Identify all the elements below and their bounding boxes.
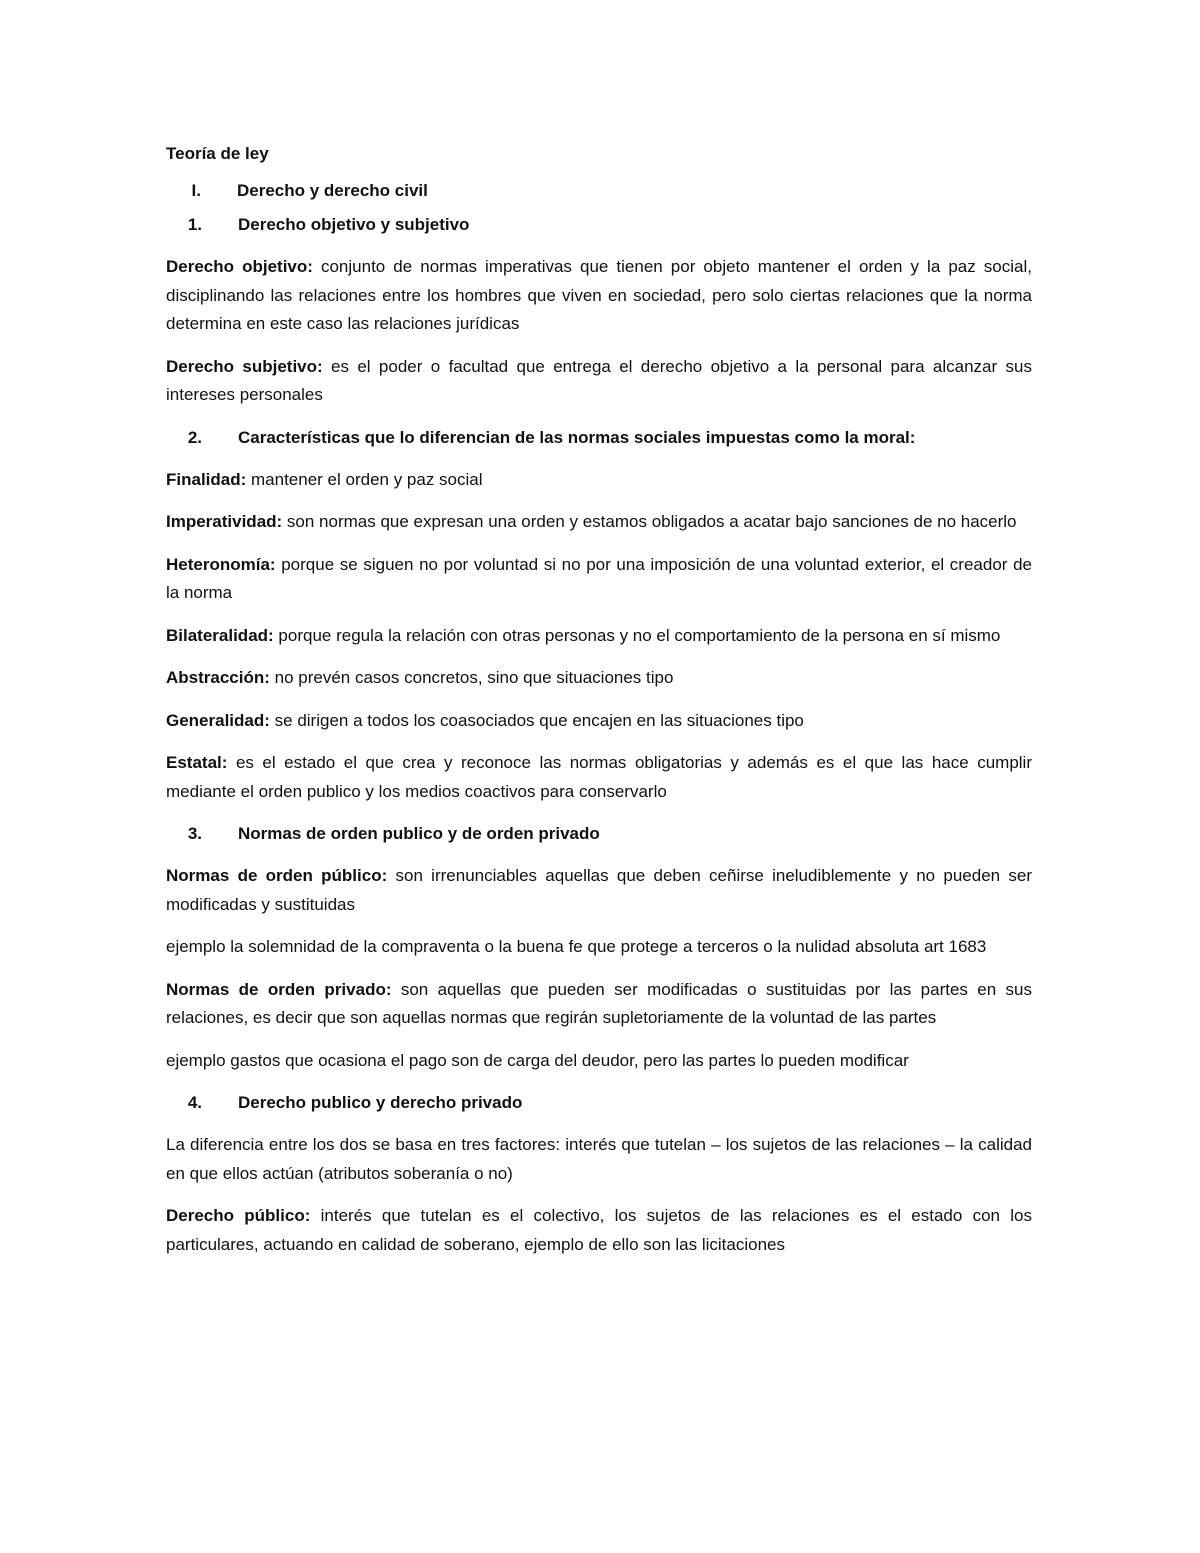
definition: interés que tutelan es el colectivo, los sujetos de las relaciones es el estado con los particulares, actuando en calidad de soberano, ejemplo de ello son las licitaciones [166, 1206, 1032, 1254]
definition: son irrenunciables aquellas que deben ceñirse ineludiblemente y no pueden ser modificadas y sustituidas [166, 866, 1032, 914]
paragraph-diferencia: La diferencia entre los dos se basa en tres factores: interés que tutelan – los sujetos de las relaciones – la calidad en que ellos actúan (atributos soberanía o no) [166, 1135, 1032, 1183]
definition: porque se siguen no por voluntad si no por una imposición de una voluntad exterior, el creador de la norma [166, 554, 1032, 602]
heading-section-1 [166, 177, 1032, 205]
heading-number: 1. [187, 215, 202, 234]
heading-text: Características que lo diferencian de las normas sociales impuestas como la moral: [238, 427, 916, 447]
heading-1 [166, 211, 1032, 239]
paragraph-derecho-publico [166, 1202, 1032, 1259]
paragraph-derecho-subjetivo [166, 353, 1032, 410]
definition: se dirigen a todos los coasociados que encajen en las situaciones tipo [269, 710, 804, 730]
paragraph-abstraccion [166, 664, 1032, 693]
heading-text: Derecho publico y derecho privado [238, 1093, 523, 1112]
document-title: Teoría de ley [166, 144, 269, 163]
term: Normas de orden público: [166, 866, 388, 885]
paragraph-orden-publico [166, 862, 1032, 919]
definition: es el estado el que crea y reconoce las normas obligatorias y además es el que las hace cumplir mediante el orden publico y los medios coactivos para conservarlo [166, 753, 1032, 801]
term: Normas de orden privado: [166, 979, 392, 999]
term: Derecho objetivo: [166, 257, 313, 276]
heading-text: Derecho objetivo y subjetivo [238, 215, 470, 234]
paragraph-ejemplo-orden-privado: ejemplo gastos que ocasiona el pago son de carga del deudor, pero las partes lo pueden modificar [166, 1050, 909, 1070]
definition: porque regula la relación con otras personas y no el comportamiento de la persona en sí mismo [273, 625, 1001, 645]
term: Finalidad: [166, 469, 247, 489]
heading-number: 3. [187, 824, 202, 843]
heading-number: 4. [187, 1093, 202, 1112]
heading-number: 2. [187, 427, 202, 447]
definition: son aquellas que pueden ser modificadas o sustituidas por las partes en sus relaciones, es decir que son aquellas normas que regirán supletoriamente de la voluntad de las partes [166, 979, 1032, 1027]
paragraph-derecho-objetivo [166, 253, 1032, 339]
term: Derecho público: [166, 1206, 311, 1225]
heading-3 [166, 820, 1032, 848]
paragraph-finalidad [166, 466, 1032, 495]
term: Bilateralidad: [166, 625, 274, 645]
heading-text: Derecho y derecho civil [237, 181, 428, 200]
paragraph-bilateralidad [166, 622, 1032, 651]
term: Heteronomía: [166, 554, 276, 574]
term: Generalidad: [166, 710, 270, 730]
paragraph-imperatividad [166, 508, 1032, 537]
heading-text: Normas de orden publico y de orden privado [238, 824, 600, 843]
definition: son normas que expresan una orden y estamos obligados a acatar bajo sanciones de no hacerlo [282, 512, 1017, 531]
paragraph-heteronomia [166, 551, 1032, 608]
definition: conjunto de normas imperativas que tienen por objeto mantener el orden y la paz social, disciplinando las relaciones entre los hombres que viven en sociedad, pero solo ciertas relaciones que la norma determina en este caso las relaciones jurídicas [166, 257, 1032, 333]
paragraph-estatal [166, 749, 1032, 806]
term: Abstracción: [166, 668, 270, 687]
definition: mantener el orden y paz social [246, 469, 483, 489]
heading-2 [166, 424, 1032, 452]
heading-number: I. [191, 181, 201, 200]
heading-4 [166, 1089, 1032, 1117]
definition: es el poder o facultad que entrega el derecho objetivo a la personal para alcanzar sus intereses personales [166, 356, 1032, 404]
document-body [166, 141, 1032, 1273]
term: Estatal: [166, 753, 228, 772]
paragraph-generalidad [166, 707, 1032, 736]
term: Derecho subjetivo: [166, 356, 323, 376]
definition: no prevén casos concretos, sino que situaciones tipo [269, 668, 674, 687]
paragraph-orden-privado [166, 976, 1032, 1033]
term: Imperatividad: [166, 512, 283, 531]
paragraph-ejemplo-orden-publico: ejemplo la solemnidad de la compraventa o la buena fe que protege a terceros o la nulidad absoluta art 1683 [166, 937, 987, 956]
